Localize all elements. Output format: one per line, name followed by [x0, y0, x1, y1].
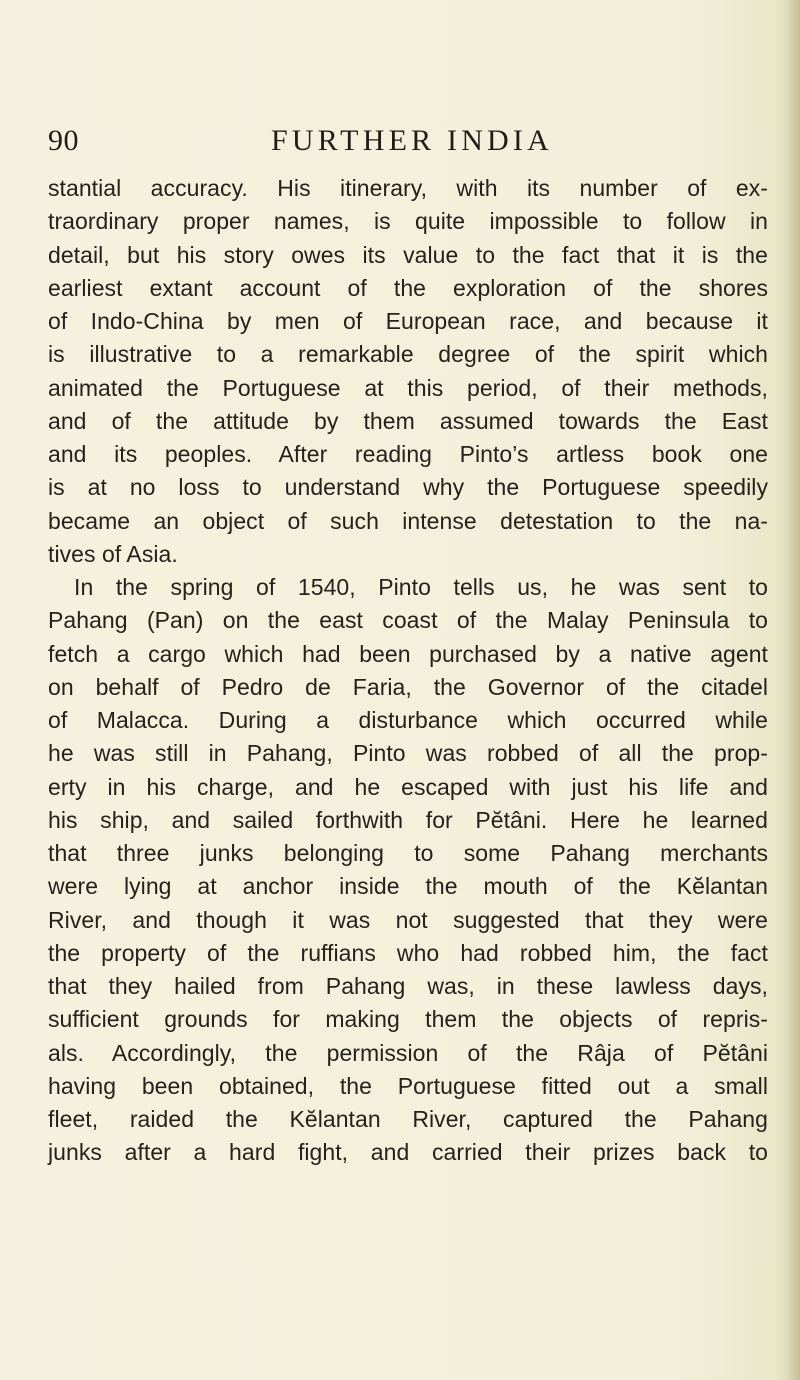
- text-line: River, and though it was not suggested that they were: [48, 906, 768, 933]
- text-line: of Indo-China by men of European race, and because it: [48, 308, 768, 334]
- paragraph-start-line: In the spring of 1540, Pinto tells us, he was sent to: [74, 574, 768, 600]
- text-line: became an object of such intense detestation to the na-: [48, 507, 768, 534]
- text-line: traordinary proper names, is quite impossible to follow in: [48, 208, 768, 235]
- text-line: sufficient grounds for making them the objects of repris-: [48, 1006, 768, 1033]
- text-line: earliest extant account of the exploration of the shores: [48, 274, 768, 301]
- running-head: [0, 121, 800, 161]
- text-line: on behalf of Pedro de Faria, the Governor of the citadel: [48, 673, 768, 700]
- text-line: that three junks belonging to some Pahang merchants: [48, 840, 768, 866]
- text-line: Pahang (Pan) on the east coast of the Malay Peninsula to: [48, 607, 768, 634]
- page-edge-shadow: [786, 0, 800, 1380]
- body-text: [48, 172, 768, 1170]
- text-line: fetch a cargo which had been purchased by a native agent: [48, 640, 768, 667]
- page-number: 90: [48, 124, 79, 157]
- book-title: FURTHER INDIA: [271, 124, 553, 157]
- text-line: and its peoples. After reading Pinto’s artless book one: [48, 441, 768, 467]
- text-line: and of the attitude by them assumed towards the East: [48, 407, 768, 434]
- text-line: is illustrative to a remarkable degree of the spirit which: [48, 341, 768, 368]
- text-line: the property of the ruffians who had robbed him, the fact: [48, 939, 768, 966]
- text-line: junks after a hard fight, and carried their prizes back to: [48, 1139, 768, 1166]
- text-line: is at no loss to understand why the Portuguese speedily: [48, 474, 768, 501]
- text-line: detail, but his story owes its value to the fact that it is the: [48, 241, 768, 268]
- paragraph-end-line: tives of Asia.: [48, 540, 178, 567]
- text-line: als. Accordingly, the permission of the Râja of Pĕtâni: [48, 1039, 768, 1066]
- text-line: stantial accuracy. His itinerary, with its number of ex-: [48, 175, 768, 201]
- text-line: were lying at anchor inside the mouth of the Kĕlantan: [48, 873, 768, 900]
- text-line: that they hailed from Pahang was, in these lawless days,: [48, 973, 768, 999]
- text-line: of Malacca. During a disturbance which occurred while: [48, 707, 768, 733]
- text-line: erty in his charge, and he escaped with just his life and: [48, 773, 768, 800]
- text-line: fleet, raided the Kĕlantan River, captured the Pahang: [48, 1106, 768, 1132]
- text-line: animated the Portuguese at this period, of their methods,: [48, 374, 768, 401]
- text-line: having been obtained, the Portuguese fitted out a small: [48, 1072, 768, 1099]
- text-line: his ship, and sailed forthwith for Pĕtâni. Here he learned: [48, 806, 768, 833]
- text-line: he was still in Pahang, Pinto was robbed of all the prop-: [48, 740, 768, 767]
